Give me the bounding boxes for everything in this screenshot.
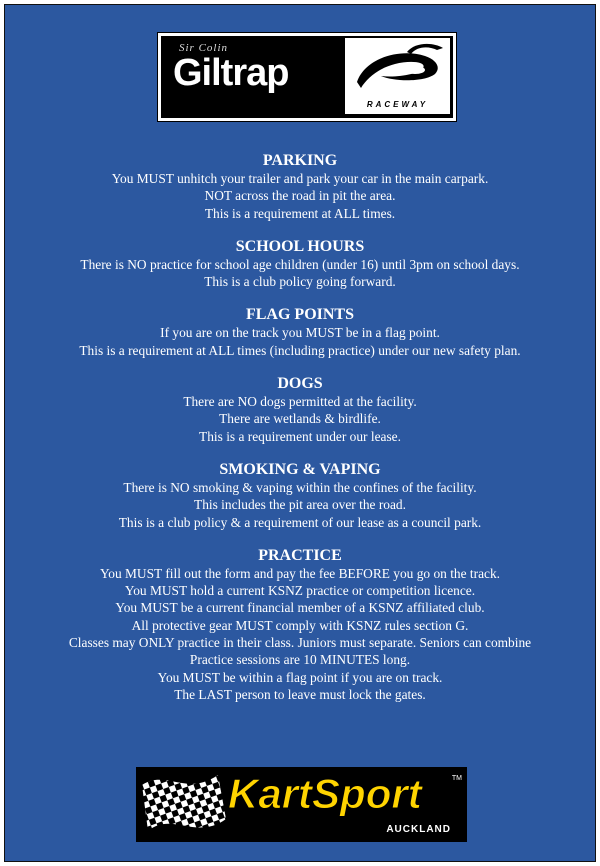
rule-line: This includes the pit area over the road. xyxy=(194,497,406,513)
rule-line: You MUST be a current financial member of a KSNZ affiliated club. xyxy=(115,600,485,616)
rule-line: There are wetlands & birdlife. xyxy=(219,411,381,427)
rule-line: This is a club policy & a requirement of our lease as a council park. xyxy=(118,514,482,530)
section-heading: DOGS xyxy=(277,375,323,393)
kartsport-auckland-logo xyxy=(136,767,467,842)
rule-line: NOT across the road in pit the area. xyxy=(204,188,396,204)
rule-line: The LAST person to leave must lock the gates. xyxy=(174,686,426,702)
rule-line: You MUST be within a flag point if you are on track. xyxy=(157,669,443,685)
rule-line: You MUST hold a current KSNZ practice or competition licence. xyxy=(124,583,476,599)
rule-line: All protective gear MUST comply with KSNZ rules section G. xyxy=(131,617,469,633)
rule-line: You MUST unhitch your trailer and park your car in the main carpark. xyxy=(111,171,489,186)
rule-line: This is a requirement under our lease. xyxy=(199,428,401,444)
logo-auckland: AUCKLAND xyxy=(386,824,451,835)
rule-line: There is NO smoking & vaping within the confines of the facility. xyxy=(123,479,477,495)
raceway-emblem xyxy=(345,38,450,114)
rule-line: This is a club policy going forward. xyxy=(204,274,396,290)
rule-line: You MUST fill out the form and pay the fee BEFORE you go on the track. xyxy=(99,565,501,581)
rules-content xyxy=(5,151,595,718)
section-heading: PRACTICE xyxy=(258,546,342,564)
section-heading: SCHOOL HOURS xyxy=(235,237,365,255)
logo-raceway: RACEWAY xyxy=(366,100,429,109)
rule-line: There is NO practice for school age children (under 16) until 3pm on school days. xyxy=(80,256,520,272)
rule-line: Classes may ONLY practice in their class. Juniors must separate. Seniors can combine xyxy=(68,635,532,651)
section-smoking-vaping xyxy=(5,460,595,531)
logo-sir-colin: Sir Colin xyxy=(179,42,229,54)
section-parking xyxy=(5,151,595,222)
logo-name-panel xyxy=(161,36,345,118)
checkered-flag-icon xyxy=(136,767,231,842)
giltrap-raceway-logo xyxy=(158,33,456,121)
section-school-hours xyxy=(5,237,595,291)
rule-line: This is a requirement at ALL times (including practice) under our new safety plan. xyxy=(79,342,521,358)
logo-kartsport: KartSport xyxy=(228,770,422,817)
section-dogs xyxy=(5,374,595,445)
section-heading: SMOKING & VAPING xyxy=(219,460,381,478)
rule-line: Practice sessions are 10 MINUTES long. xyxy=(189,652,411,668)
section-flag-points xyxy=(5,305,595,359)
rule-line: This is a requirement at ALL times. xyxy=(204,205,396,221)
logo-giltrap: Giltrap xyxy=(173,52,289,94)
rule-line: There are NO dogs permitted at the facility. xyxy=(183,394,417,410)
logo-trademark: TM xyxy=(451,775,462,782)
rule-line: If you are on the track you MUST be in a flag point. xyxy=(160,325,440,341)
section-practice xyxy=(5,546,595,703)
poster xyxy=(4,4,596,862)
section-heading: FLAG POINTS xyxy=(245,306,354,324)
kiwi-swoosh-icon xyxy=(345,38,450,100)
section-heading: PARKING xyxy=(262,152,338,169)
